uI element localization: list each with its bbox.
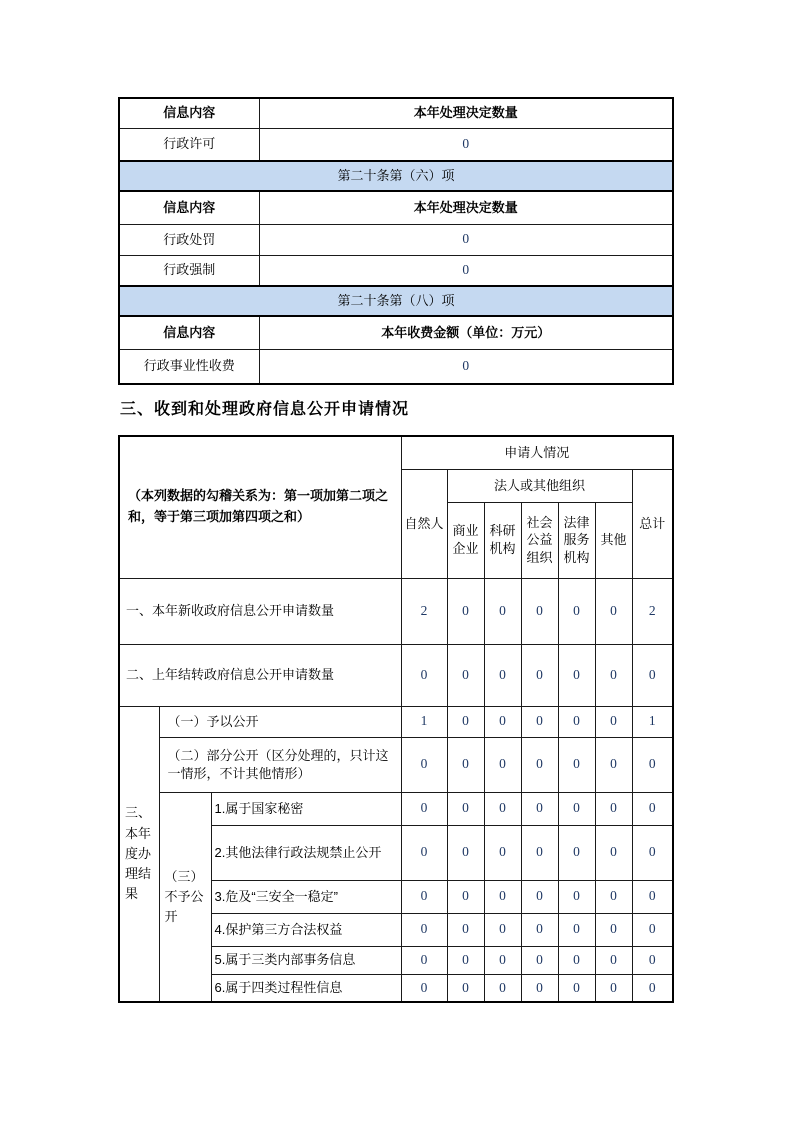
cell-value: 0 [447, 706, 484, 737]
cell-value: 0 [401, 792, 447, 825]
table-row-carryover-requests [119, 644, 673, 706]
row-label: 二、上年结转政府信息公开申请数量 [119, 644, 401, 706]
cell-value: 0 [447, 737, 484, 792]
page-content [118, 97, 672, 1003]
cell-value: 0 [521, 644, 558, 706]
cell-value: 0 [521, 913, 558, 946]
table-row [119, 224, 673, 255]
row-label-administrative-license: 行政许可 [119, 128, 259, 161]
cell-value: 0 [259, 255, 673, 286]
header-social-welfare-org: 社会公益组织 [521, 502, 558, 578]
cell-value: 0 [521, 706, 558, 737]
header-decision-count: 本年处理决定数量 [259, 191, 673, 224]
cell-value: 0 [632, 913, 673, 946]
header-total: 总计 [632, 469, 673, 578]
table-row [119, 349, 673, 384]
cell-value: 0 [259, 128, 673, 161]
cell-value: 0 [521, 737, 558, 792]
cell-value: 0 [632, 974, 673, 1002]
row-label-administrative-penalty: 行政处罚 [119, 224, 259, 255]
row-label: 3.危及“三安全一稳定” [211, 880, 401, 913]
cell-value: 0 [595, 880, 632, 913]
cell-value: 0 [259, 224, 673, 255]
table-row-new-requests [119, 578, 673, 644]
cell-value: 0 [401, 825, 447, 880]
cell-value: 0 [595, 913, 632, 946]
cell-value: 0 [595, 706, 632, 737]
cell-value: 0 [521, 946, 558, 974]
table-row-granted [119, 706, 673, 737]
row-label: 一、本年新收政府信息公开申请数量 [119, 578, 401, 644]
cell-value: 0 [401, 974, 447, 1002]
table-row [119, 255, 673, 286]
cell-value: 0 [521, 825, 558, 880]
header-applicant-situation: 申请人情况 [401, 436, 673, 469]
cell-value: 0 [401, 644, 447, 706]
cell-value: 0 [401, 946, 447, 974]
cell-value: 0 [595, 946, 632, 974]
cell-value: 0 [595, 792, 632, 825]
header-other: 其他 [595, 502, 632, 578]
cell-value: 0 [632, 792, 673, 825]
cell-value: 0 [401, 880, 447, 913]
cell-value: 0 [558, 644, 595, 706]
cell-value: 0 [259, 349, 673, 384]
cell-value: 0 [484, 880, 521, 913]
cell-value: 0 [447, 792, 484, 825]
note-cell: （本列数据的勾稽关系为：第一项加第二项之和，等于第三项加第四项之和） [119, 436, 401, 578]
row-label: 1.属于国家秘密 [211, 792, 401, 825]
header-fee-amount: 本年收费金额（单位：万元） [259, 316, 673, 349]
cell-value: 0 [632, 825, 673, 880]
table-row [119, 191, 673, 224]
header-research-institution: 科研机构 [484, 502, 521, 578]
cell-value: 0 [558, 946, 595, 974]
cell-value: 0 [484, 946, 521, 974]
cell-value: 0 [558, 706, 595, 737]
row-label: 2.其他法律行政法规禁止公开 [211, 825, 401, 880]
cell-value: 0 [484, 737, 521, 792]
banner-row-article20-item8 [119, 286, 673, 316]
cell-value: 0 [484, 792, 521, 825]
header-decision-count: 本年处理决定数量 [259, 98, 673, 128]
cell-value: 0 [595, 825, 632, 880]
cell-value: 0 [595, 578, 632, 644]
table-row [119, 98, 673, 128]
cell-value: 0 [447, 825, 484, 880]
header-info-content: 信息内容 [119, 98, 259, 128]
cell-value: 0 [484, 825, 521, 880]
cell-value: 0 [447, 946, 484, 974]
table-row [119, 316, 673, 349]
header-row-1 [119, 436, 673, 469]
statute-tables [118, 97, 674, 385]
section-title: 三、收到和处理政府信息公开申请情况 [120, 401, 410, 418]
header-info-content: 信息内容 [119, 191, 259, 224]
cell-value: 0 [521, 792, 558, 825]
section-banner: 第二十条第（八）项 [119, 286, 673, 316]
cell-value: 0 [401, 913, 447, 946]
table-row-state-secret [119, 792, 673, 825]
cell-value: 0 [558, 913, 595, 946]
cell-value: 0 [484, 913, 521, 946]
cell-value: 0 [595, 737, 632, 792]
row-label: 6.属于四类过程性信息 [211, 974, 401, 1002]
cell-value: 0 [484, 644, 521, 706]
cell-value: 0 [632, 737, 673, 792]
cell-value: 0 [595, 974, 632, 1002]
cell-value: 0 [447, 578, 484, 644]
section-banner: 第二十条第（六）项 [119, 161, 673, 191]
cell-value: 0 [558, 792, 595, 825]
cell-value: 0 [558, 880, 595, 913]
banner-row-article20-item6 [119, 161, 673, 191]
row-label: 5.属于三类内部事务信息 [211, 946, 401, 974]
cell-value: 0 [632, 644, 673, 706]
cell-value: 0 [484, 706, 521, 737]
row-label: 4.保护第三方合法权益 [211, 913, 401, 946]
header-natural-person: 自然人 [401, 469, 447, 578]
header-info-content: 信息内容 [119, 316, 259, 349]
table-row [119, 128, 673, 161]
cell-value: 0 [558, 578, 595, 644]
cell-value: 0 [484, 578, 521, 644]
header-legal-service-org: 法律服务机构 [558, 502, 595, 578]
requests-table [118, 435, 674, 1003]
cell-value: 0 [632, 880, 673, 913]
cell-value: 1 [632, 706, 673, 737]
row-label: （一）予以公开 [159, 706, 401, 737]
cell-value: 0 [632, 946, 673, 974]
cell-value: 0 [558, 737, 595, 792]
cell-value: 0 [558, 974, 595, 1002]
row-label-admin-fees: 行政事业性收费 [119, 349, 259, 384]
cell-value: 2 [632, 578, 673, 644]
group-label-refused: （三）不予公开 [159, 792, 211, 1002]
cell-value: 0 [447, 913, 484, 946]
cell-value: 0 [558, 825, 595, 880]
cell-value: 0 [484, 974, 521, 1002]
row-label: （二）部分公开（区分处理的，只计这一情形，不计其他情形） [159, 737, 401, 792]
group-label-annual-results: 三、本年度办理结果 [119, 706, 159, 1002]
cell-value: 0 [521, 974, 558, 1002]
cell-value: 0 [401, 737, 447, 792]
cell-value: 0 [521, 880, 558, 913]
cell-value: 1 [401, 706, 447, 737]
row-label-administrative-coercion: 行政强制 [119, 255, 259, 286]
cell-value: 2 [401, 578, 447, 644]
cell-value: 0 [521, 578, 558, 644]
cell-value: 0 [595, 644, 632, 706]
cell-value: 0 [447, 644, 484, 706]
cell-value: 0 [447, 880, 484, 913]
cell-value: 0 [447, 974, 484, 1002]
header-legal-org: 法人或其他组织 [447, 469, 632, 502]
header-commercial-enterprise: 商业企业 [447, 502, 484, 578]
table-row-partially-granted [119, 737, 673, 792]
